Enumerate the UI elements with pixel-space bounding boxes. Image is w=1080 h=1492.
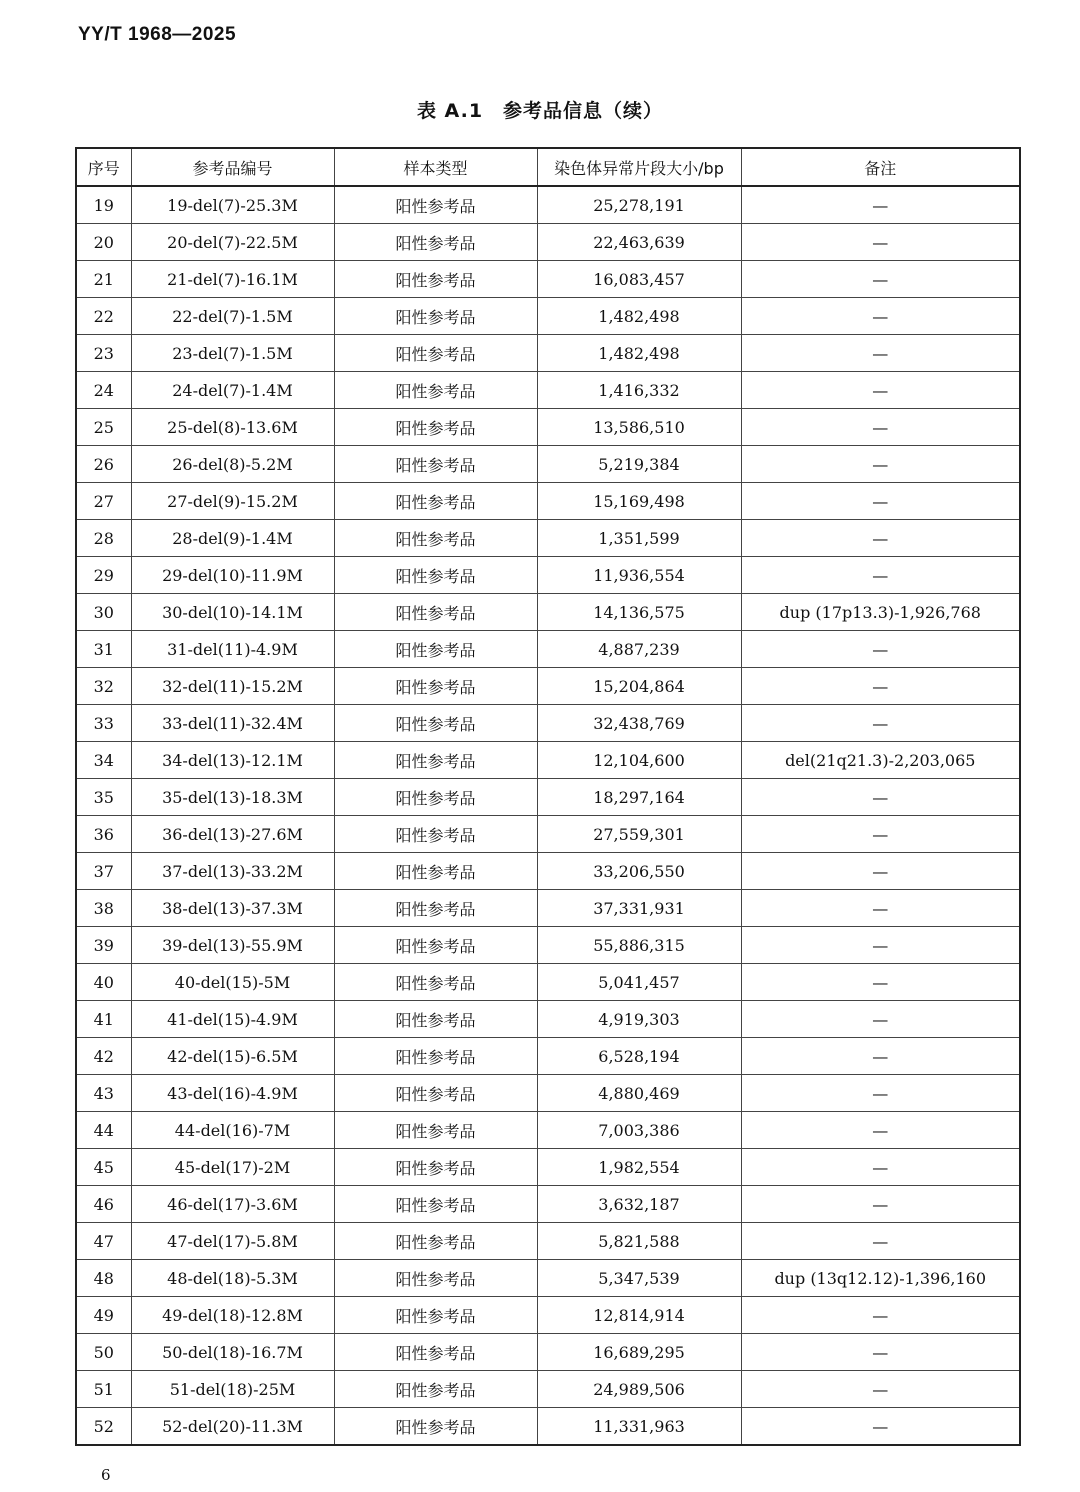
cell-remarks: —: [741, 705, 1020, 742]
table-row: [76, 224, 1020, 261]
reference-table: [75, 147, 1021, 1446]
table-row: [76, 335, 1020, 372]
cell-reference-id: 28-del(9)-1.4M: [131, 520, 334, 557]
page-number: 6: [101, 1466, 111, 1484]
cell-index: 20: [76, 224, 131, 261]
cell-remarks: —: [741, 668, 1020, 705]
cell-index: 29: [76, 557, 131, 594]
cell-fragment-size: 4,887,239: [537, 631, 741, 668]
cell-sample-type: 阳性参考品: [334, 1260, 537, 1297]
cell-index: 22: [76, 298, 131, 335]
cell-remarks: —: [741, 816, 1020, 853]
cell-fragment-size: 5,347,539: [537, 1260, 741, 1297]
table-row: [76, 705, 1020, 742]
cell-sample-type: 阳性参考品: [334, 1408, 537, 1446]
cell-remarks: —: [741, 1371, 1020, 1408]
cell-remarks: —: [741, 1112, 1020, 1149]
cell-remarks: —: [741, 335, 1020, 372]
table-row: [76, 409, 1020, 446]
cell-index: 28: [76, 520, 131, 557]
cell-remarks: —: [741, 1408, 1020, 1446]
cell-index: 42: [76, 1038, 131, 1075]
cell-index: 19: [76, 186, 131, 224]
cell-fragment-size: 15,169,498: [537, 483, 741, 520]
cell-reference-id: 39-del(13)-55.9M: [131, 927, 334, 964]
column-header-fragment-size: 染色体异常片段大小/bp: [537, 148, 741, 186]
cell-remarks: —: [741, 446, 1020, 483]
cell-fragment-size: 7,003,386: [537, 1112, 741, 1149]
cell-fragment-size: 18,297,164: [537, 779, 741, 816]
cell-reference-id: 27-del(9)-15.2M: [131, 483, 334, 520]
cell-sample-type: 阳性参考品: [334, 779, 537, 816]
cell-fragment-size: 5,821,588: [537, 1223, 741, 1260]
cell-fragment-size: 22,463,639: [537, 224, 741, 261]
cell-reference-id: 21-del(7)-16.1M: [131, 261, 334, 298]
cell-index: 30: [76, 594, 131, 631]
cell-index: 31: [76, 631, 131, 668]
cell-fragment-size: 13,586,510: [537, 409, 741, 446]
cell-reference-id: 38-del(13)-37.3M: [131, 890, 334, 927]
cell-sample-type: 阳性参考品: [334, 964, 537, 1001]
cell-remarks: —: [741, 1186, 1020, 1223]
cell-fragment-size: 27,559,301: [537, 816, 741, 853]
table-row: [76, 1408, 1020, 1446]
cell-index: 39: [76, 927, 131, 964]
cell-reference-id: 44-del(16)-7M: [131, 1112, 334, 1149]
table-row: [76, 557, 1020, 594]
cell-remarks: —: [741, 779, 1020, 816]
cell-reference-id: 26-del(8)-5.2M: [131, 446, 334, 483]
cell-sample-type: 阳性参考品: [334, 335, 537, 372]
cell-index: 23: [76, 335, 131, 372]
column-header-sample-type: 样本类型: [334, 148, 537, 186]
cell-reference-id: 34-del(13)-12.1M: [131, 742, 334, 779]
cell-reference-id: 22-del(7)-1.5M: [131, 298, 334, 335]
table-row: [76, 779, 1020, 816]
cell-remarks: —: [741, 927, 1020, 964]
cell-remarks: —: [741, 372, 1020, 409]
cell-reference-id: 36-del(13)-27.6M: [131, 816, 334, 853]
cell-fragment-size: 14,136,575: [537, 594, 741, 631]
cell-reference-id: 45-del(17)-2M: [131, 1149, 334, 1186]
cell-sample-type: 阳性参考品: [334, 186, 537, 224]
cell-fragment-size: 16,083,457: [537, 261, 741, 298]
cell-sample-type: 阳性参考品: [334, 557, 537, 594]
cell-index: 43: [76, 1075, 131, 1112]
cell-remarks: —: [741, 1001, 1020, 1038]
table-row: [76, 816, 1020, 853]
table-row: [76, 964, 1020, 1001]
table-row: [76, 1112, 1020, 1149]
cell-sample-type: 阳性参考品: [334, 261, 537, 298]
cell-fragment-size: 25,278,191: [537, 186, 741, 224]
table-row: [76, 372, 1020, 409]
table-row: [76, 1297, 1020, 1334]
cell-remarks: —: [741, 1334, 1020, 1371]
table-row: [76, 742, 1020, 779]
cell-index: 24: [76, 372, 131, 409]
table-row: [76, 668, 1020, 705]
cell-index: 50: [76, 1334, 131, 1371]
cell-reference-id: 47-del(17)-5.8M: [131, 1223, 334, 1260]
cell-reference-id: 50-del(18)-16.7M: [131, 1334, 334, 1371]
cell-sample-type: 阳性参考品: [334, 1075, 537, 1112]
cell-index: 38: [76, 890, 131, 927]
cell-index: 44: [76, 1112, 131, 1149]
cell-index: 33: [76, 705, 131, 742]
cell-fragment-size: 6,528,194: [537, 1038, 741, 1075]
cell-fragment-size: 3,632,187: [537, 1186, 741, 1223]
cell-fragment-size: 55,886,315: [537, 927, 741, 964]
cell-reference-id: 46-del(17)-3.6M: [131, 1186, 334, 1223]
table-row: [76, 594, 1020, 631]
cell-fragment-size: 37,331,931: [537, 890, 741, 927]
cell-reference-id: 32-del(11)-15.2M: [131, 668, 334, 705]
cell-sample-type: 阳性参考品: [334, 705, 537, 742]
cell-reference-id: 52-del(20)-11.3M: [131, 1408, 334, 1446]
table-row: [76, 1038, 1020, 1075]
column-header-remarks: 备注: [741, 148, 1020, 186]
cell-reference-id: 19-del(7)-25.3M: [131, 186, 334, 224]
cell-index: 32: [76, 668, 131, 705]
cell-index: 26: [76, 446, 131, 483]
cell-reference-id: 40-del(15)-5M: [131, 964, 334, 1001]
cell-fragment-size: 1,482,498: [537, 335, 741, 372]
cell-sample-type: 阳性参考品: [334, 520, 537, 557]
cell-sample-type: 阳性参考品: [334, 1001, 537, 1038]
cell-remarks: —: [741, 964, 1020, 1001]
cell-reference-id: 51-del(18)-25M: [131, 1371, 334, 1408]
cell-fragment-size: 12,814,914: [537, 1297, 741, 1334]
cell-reference-id: 30-del(10)-14.1M: [131, 594, 334, 631]
table-row: [76, 186, 1020, 224]
column-header-reference-id: 参考品编号: [131, 148, 334, 186]
cell-reference-id: 29-del(10)-11.9M: [131, 557, 334, 594]
cell-sample-type: 阳性参考品: [334, 668, 537, 705]
cell-sample-type: 阳性参考品: [334, 446, 537, 483]
cell-index: 34: [76, 742, 131, 779]
cell-fragment-size: 5,041,457: [537, 964, 741, 1001]
table-row: [76, 631, 1020, 668]
cell-fragment-size: 24,989,506: [537, 1371, 741, 1408]
cell-sample-type: 阳性参考品: [334, 742, 537, 779]
cell-remarks: —: [741, 853, 1020, 890]
table-row: [76, 1371, 1020, 1408]
cell-index: 21: [76, 261, 131, 298]
cell-index: 47: [76, 1223, 131, 1260]
cell-remarks: —: [741, 186, 1020, 224]
cell-reference-id: 42-del(15)-6.5M: [131, 1038, 334, 1075]
table-row: [76, 1223, 1020, 1260]
cell-sample-type: 阳性参考品: [334, 631, 537, 668]
cell-remarks: —: [741, 298, 1020, 335]
cell-reference-id: 24-del(7)-1.4M: [131, 372, 334, 409]
cell-reference-id: 37-del(13)-33.2M: [131, 853, 334, 890]
cell-index: 52: [76, 1408, 131, 1446]
table-row: [76, 853, 1020, 890]
cell-sample-type: 阳性参考品: [334, 224, 537, 261]
cell-reference-id: 33-del(11)-32.4M: [131, 705, 334, 742]
table-row: [76, 1260, 1020, 1297]
cell-remarks: —: [741, 890, 1020, 927]
cell-reference-id: 23-del(7)-1.5M: [131, 335, 334, 372]
cell-fragment-size: 32,438,769: [537, 705, 741, 742]
table-title: 表 A.1 参考品信息（续）: [416, 100, 664, 122]
cell-reference-id: 35-del(13)-18.3M: [131, 779, 334, 816]
cell-index: 40: [76, 964, 131, 1001]
cell-sample-type: 阳性参考品: [334, 372, 537, 409]
cell-sample-type: 阳性参考品: [334, 298, 537, 335]
cell-remarks: —: [741, 261, 1020, 298]
cell-remarks: —: [741, 1075, 1020, 1112]
cell-sample-type: 阳性参考品: [334, 816, 537, 853]
cell-fragment-size: 16,689,295: [537, 1334, 741, 1371]
cell-sample-type: 阳性参考品: [334, 1038, 537, 1075]
cell-fragment-size: 1,351,599: [537, 520, 741, 557]
cell-remarks: —: [741, 520, 1020, 557]
cell-fragment-size: 1,482,498: [537, 298, 741, 335]
table-row: [76, 261, 1020, 298]
cell-fragment-size: 1,416,332: [537, 372, 741, 409]
cell-sample-type: 阳性参考品: [334, 1223, 537, 1260]
cell-sample-type: 阳性参考品: [334, 1334, 537, 1371]
column-header-index: 序号: [76, 148, 131, 186]
cell-index: 45: [76, 1149, 131, 1186]
cell-remarks: dup (13q12.12)-1,396,160: [741, 1260, 1020, 1297]
cell-remarks: —: [741, 1223, 1020, 1260]
cell-fragment-size: 1,982,554: [537, 1149, 741, 1186]
table-row: [76, 890, 1020, 927]
cell-fragment-size: 4,919,303: [537, 1001, 741, 1038]
cell-remarks: —: [741, 1149, 1020, 1186]
cell-reference-id: 41-del(15)-4.9M: [131, 1001, 334, 1038]
table-row: [76, 520, 1020, 557]
cell-remarks: —: [741, 1297, 1020, 1334]
cell-fragment-size: 11,936,554: [537, 557, 741, 594]
cell-remarks: —: [741, 224, 1020, 261]
cell-remarks: —: [741, 409, 1020, 446]
cell-sample-type: 阳性参考品: [334, 1112, 537, 1149]
cell-index: 49: [76, 1297, 131, 1334]
table-row: [76, 446, 1020, 483]
cell-sample-type: 阳性参考品: [334, 1371, 537, 1408]
table-row: [76, 1001, 1020, 1038]
cell-index: 35: [76, 779, 131, 816]
cell-index: 37: [76, 853, 131, 890]
cell-reference-id: 20-del(7)-22.5M: [131, 224, 334, 261]
cell-index: 25: [76, 409, 131, 446]
cell-sample-type: 阳性参考品: [334, 927, 537, 964]
cell-remarks: —: [741, 631, 1020, 668]
table-row: [76, 483, 1020, 520]
cell-index: 48: [76, 1260, 131, 1297]
cell-sample-type: 阳性参考品: [334, 1186, 537, 1223]
cell-reference-id: 43-del(16)-4.9M: [131, 1075, 334, 1112]
table-row: [76, 1149, 1020, 1186]
cell-reference-id: 49-del(18)-12.8M: [131, 1297, 334, 1334]
cell-fragment-size: 33,206,550: [537, 853, 741, 890]
table-row: [76, 1075, 1020, 1112]
cell-index: 41: [76, 1001, 131, 1038]
table-row: [76, 927, 1020, 964]
cell-remarks: —: [741, 483, 1020, 520]
cell-reference-id: 31-del(11)-4.9M: [131, 631, 334, 668]
table-row: [76, 1334, 1020, 1371]
document-code: YY/T 1968—2025: [78, 24, 237, 45]
cell-sample-type: 阳性参考品: [334, 1297, 537, 1334]
cell-fragment-size: 11,331,963: [537, 1408, 741, 1446]
cell-remarks: del(21q21.3)-2,203,065: [741, 742, 1020, 779]
table-body: [76, 186, 1020, 1445]
cell-remarks: —: [741, 1038, 1020, 1075]
cell-remarks: —: [741, 557, 1020, 594]
cell-sample-type: 阳性参考品: [334, 1149, 537, 1186]
cell-reference-id: 25-del(8)-13.6M: [131, 409, 334, 446]
cell-fragment-size: 5,219,384: [537, 446, 741, 483]
cell-sample-type: 阳性参考品: [334, 594, 537, 631]
cell-index: 46: [76, 1186, 131, 1223]
table-header-row: [76, 148, 1020, 186]
cell-index: 27: [76, 483, 131, 520]
cell-fragment-size: 15,204,864: [537, 668, 741, 705]
cell-sample-type: 阳性参考品: [334, 483, 537, 520]
cell-sample-type: 阳性参考品: [334, 853, 537, 890]
cell-fragment-size: 12,104,600: [537, 742, 741, 779]
cell-index: 36: [76, 816, 131, 853]
table-row: [76, 1186, 1020, 1223]
cell-index: 51: [76, 1371, 131, 1408]
cell-sample-type: 阳性参考品: [334, 890, 537, 927]
cell-reference-id: 48-del(18)-5.3M: [131, 1260, 334, 1297]
cell-fragment-size: 4,880,469: [537, 1075, 741, 1112]
table-row: [76, 298, 1020, 335]
cell-sample-type: 阳性参考品: [334, 409, 537, 446]
cell-remarks: dup (17p13.3)-1,926,768: [741, 594, 1020, 631]
